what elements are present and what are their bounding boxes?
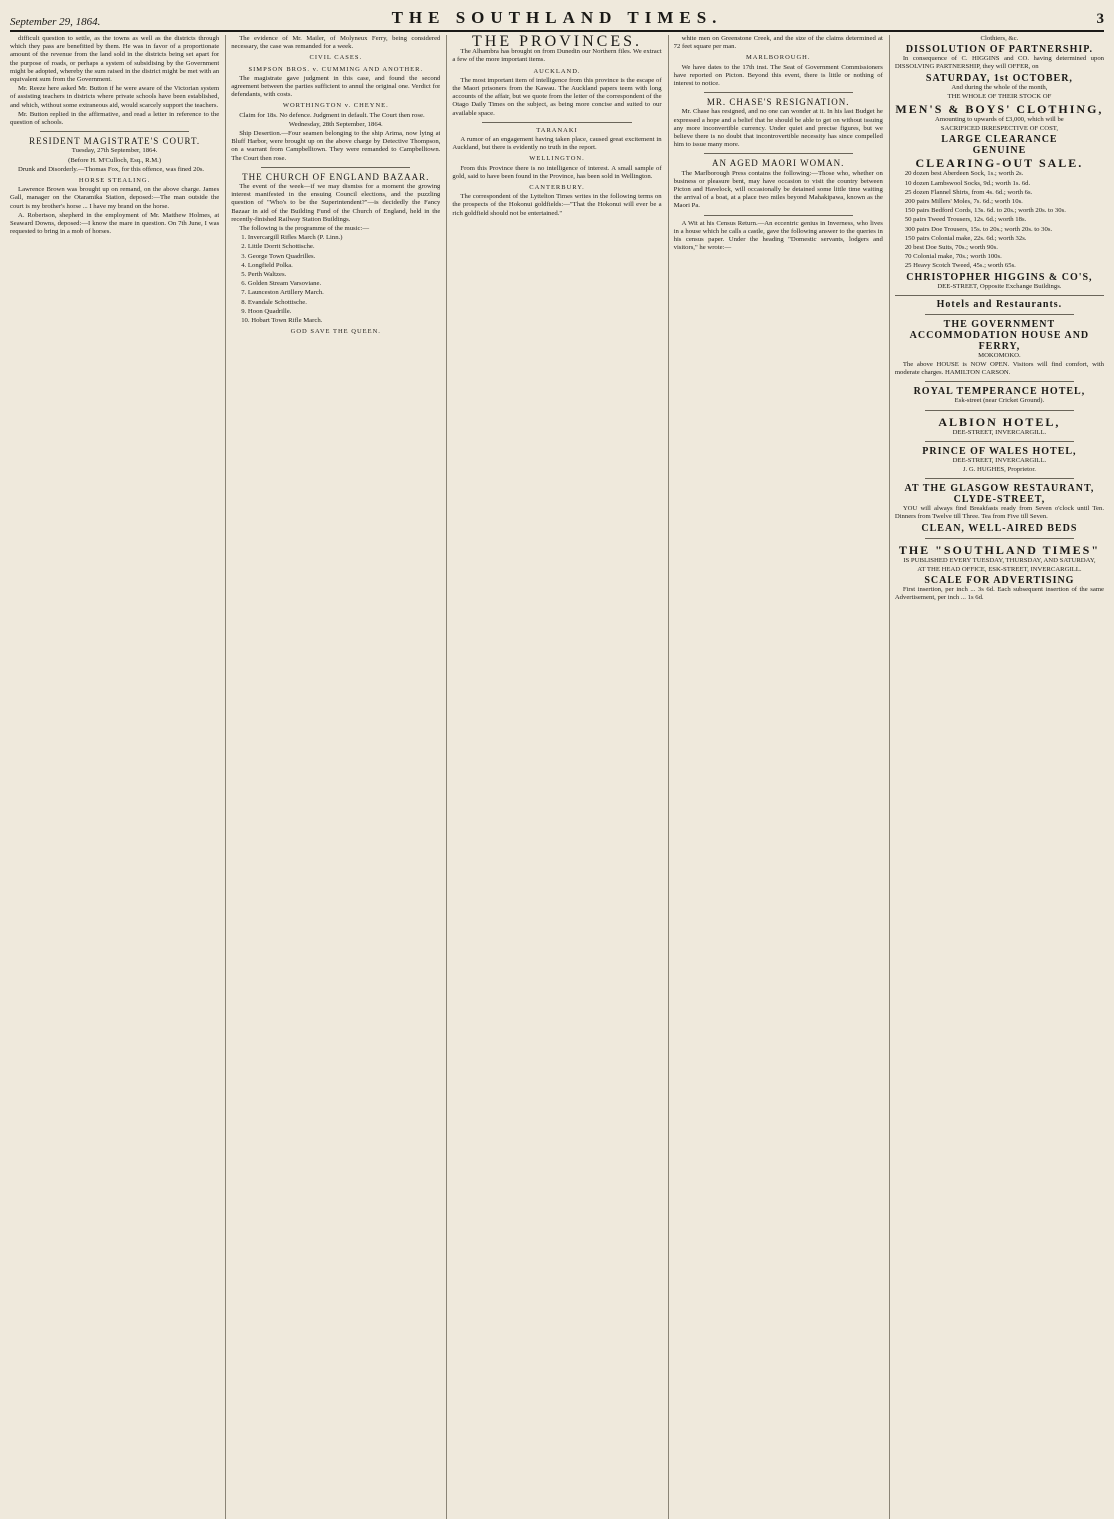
programme-item: 5. Perth Waltzes. xyxy=(241,271,287,279)
programme-item: 3. George Town Quadrilles. xyxy=(241,252,316,260)
sub-heading: CIVIL CASES. xyxy=(309,54,363,62)
sub-heading: HORSE STEALING. xyxy=(78,177,151,185)
divider xyxy=(40,131,189,132)
column-5-advertisements xyxy=(889,35,1104,1519)
ad-heading: MEN'S & BOYS' CLOTHING, xyxy=(895,102,1104,117)
programme-item: 4. Longfield Polka. xyxy=(241,261,293,269)
goods-item: 20 dozen best Aberdeen Sock, 1s.; worth 2s. xyxy=(904,170,1024,178)
music-programme xyxy=(231,234,440,325)
firm-name: CHRISTOPHER HIGGINS & CO'S, xyxy=(906,271,1093,283)
date-line: Wednesday, 28th September, 1864. xyxy=(288,120,383,128)
article-paragraph: white men on Greenstone Creek, and the size of the claims determined at 72 feet square per man. xyxy=(673,35,883,51)
ad-text: YOU will always find Breakfasts ready from Seven o'clock until Ten. Dinners from Twelve till Three. Tea from Five till Seven. xyxy=(894,505,1105,521)
firm-address: DEE-STREET, Opposite Exchange Buildings. xyxy=(937,282,1062,290)
ad-heading: SCALE FOR ADVERTISING xyxy=(924,575,1075,587)
ad-text: In consequence of C. HIGGINS and CO. having determined upon DISSOLVING PARTNERSHIP, they will OFFER, on xyxy=(894,55,1105,71)
ad-text: J. G. HUGHES, Proprietor. xyxy=(962,466,1036,474)
masthead xyxy=(10,6,1104,32)
ad-text: DEE-STREET, INVERCARGILL. xyxy=(952,456,1047,464)
case-paragraph: Drunk and Disorderly.—Thomas Fox, for this offence, was fined 20s. xyxy=(18,165,205,173)
divider xyxy=(925,478,1074,479)
goods-item: 50 pairs Tweed Trousers, 12s. 6d.; worth 18s. xyxy=(904,216,1027,224)
article-paragraph: The magistrate gave judgment in this case, and found the second agreement between the parties sufficient to annul the original one. Verdict for defendants, with costs. xyxy=(231,74,441,99)
goods-list xyxy=(895,170,1104,270)
ad-text: First insertion, per inch ... 3s 6d. Each subsequent insertion of the same Advertisement, per inch ... 1s 6d. xyxy=(894,586,1105,602)
before-line: (Before H. M'Culloch, Esq., R.M.) xyxy=(68,156,162,164)
ad-text: And during the whole of the month, xyxy=(951,83,1048,91)
sub-heading: TARANAKI xyxy=(536,126,578,134)
article-paragraph: The most important item of intelligence from this province is the escape of the Maori prisoners from the Kawau. The Auckland papers teem with long accounts of the affair, but we quote from the letter of the correspondent of the Otago Daily Times on the subject, as being more concise and suited to our available space. xyxy=(452,76,662,117)
divider xyxy=(261,167,410,168)
article-paragraph: The Alhambra has brought on from Dunedin our Northern files. We extract a few of the more important items. xyxy=(452,48,662,64)
article-paragraph: Claim for 18s. No defence. Judgment in default. The Court then rose. xyxy=(239,111,425,119)
ad-text: AT THE HEAD OFFICE, ESK-STREET, INVERCARGILL. xyxy=(917,565,1082,573)
divider xyxy=(704,92,853,93)
article-paragraph: The correspondent of the Lyttelton Times writes in the following terms on the prospects of the Hokonui goldfields:—"That the Hokonui will ever be a rich goldfield should not be entertained." xyxy=(452,193,662,217)
divider xyxy=(704,215,853,216)
article-paragraph: Mr. Button replied in the affirmative, and read a letter in reference to the question of schools. xyxy=(10,110,220,127)
divider xyxy=(925,441,1074,442)
section-heading: Hotels and Restaurants. xyxy=(936,298,1063,310)
programme-item: 1. Invercargill Rifles March (P. Linn.) xyxy=(241,234,343,242)
ad-heading: SATURDAY, 1st OCTOBER, xyxy=(925,72,1073,84)
ad-text: DEE-STREET, INVERCARGILL. xyxy=(952,428,1047,436)
article-paragraph: Ship Desertion.—Four seamen belonging to the ship Arima, now lying at Bluff Harbor, were brought up on the above charge by Detective Thompson, on a warrant from Campbelltown. They were remanded to Campbelltown. The Court then rose. xyxy=(231,130,441,162)
divider xyxy=(925,381,1074,382)
goods-item: 25 dozen Flannel Shirts, from 4s. 6d.; worth 6s. xyxy=(904,188,1033,196)
ad-heading: THE GOVERNMENT ACCOMMODATION HOUSE AND FERRY, xyxy=(909,318,1090,352)
section-heading: THE CHURCH OF ENGLAND BAZAAR. xyxy=(242,171,430,182)
ad-heading: GENUINE xyxy=(972,145,1027,157)
article-paragraph: A Wit at his Census Return.—An eccentric genius in Inverness, who lives in a house which he calls a castle, gave the following answer to the queries in his census paper. Under the heading "Domestic servants, lodgers and visitors," he wrote:— xyxy=(673,219,883,252)
divider xyxy=(704,153,853,154)
column-1 xyxy=(10,35,219,1519)
ad-category: Clothiers, &c. xyxy=(980,35,1019,42)
goods-item: 200 pairs Millers' Moles, 7s. 6d.; worth 10s. xyxy=(904,198,1023,206)
article-paragraph: From this Province there is no intelligence of interest. A small sample of gold, said to have been found in the Province, has been sold in Wellington. xyxy=(452,164,662,180)
goods-item: 150 pairs Bedford Cords, 13s. 6d. to 20s.; worth 20s. to 30s. xyxy=(904,207,1066,215)
ad-heading: ALBION HOTEL, xyxy=(938,414,1061,429)
goods-item: 20 best Doe Suits, 70s.; worth 90s. xyxy=(904,244,998,252)
ad-heading: CLEARING-OUT SALE. xyxy=(915,156,1084,171)
ad-text: SACRIFICED IRRESPECTIVE OF COST, xyxy=(940,125,1059,133)
goods-item: 10 dozen Lambswool Socks, 9d.; worth 1s. 6d. xyxy=(904,179,1031,187)
ad-text: The above HOUSE is NOW OPEN. Visitors will find comfort, with moderate charges. HAMILTON CARSON. xyxy=(894,361,1105,377)
hotels-section xyxy=(895,295,1104,603)
ad-text: Esk-street (near Cricket Ground). xyxy=(954,397,1045,405)
ad-heading: ROYAL TEMPERANCE HOTEL, xyxy=(913,386,1086,398)
case-paragraph: A. Robertson, shepherd in the employment of Mr. Matthew Holmes, at Seaward Downs, deposed:—I know the mare in question. On 7th June, I was requested to bring in a mob of horses. xyxy=(10,211,220,236)
ad-heading: CLEAN, WELL-AIRED BEDS xyxy=(921,522,1078,534)
programme-item: 7. Launceston Artillery March. xyxy=(241,289,324,297)
column-2 xyxy=(225,35,440,1519)
columns xyxy=(10,35,1104,1519)
divider xyxy=(925,538,1074,539)
case-title: SIMPSON BROS. v. CUMMING AND ANOTHER. xyxy=(248,65,424,73)
divider xyxy=(925,410,1074,411)
article-paragraph: difficult question to settle, as the towns as well as the districts through which they pass are benefitted by them. He was in favor of a proportionate amount of the revenue from the land sold in the districts being set apart for the purpose of roads, or perhaps a system of subsidising by the Government might be adopted, whereby the sum raised in the district might be met with an equivalent sum from the Government. xyxy=(10,35,220,84)
issue-date: September 29, 1864. xyxy=(10,16,101,28)
ad-heading: AT THE GLASGOW RESTAURANT, CLYDE-STREET, xyxy=(904,483,1095,506)
ad-text: Amounting to upwards of £3,000, which will be xyxy=(935,116,1064,124)
ad-text: THE WHOLE OF THEIR STOCK OF xyxy=(947,92,1052,100)
divider xyxy=(925,314,1074,315)
ad-text: IS PUBLISHED EVERY TUESDAY, THURSDAY, AND SATURDAY, xyxy=(903,556,1096,564)
article-paragraph: The event of the week—if we may dismiss for a moment the growing interest manifested in the ensuing Council elections, and the puzzling question of "Who's to be the Superintendent?"—is decidedly the Fancy Bazaar in aid of the Building Fund of the Church of England, held in the recently-finished Railway Station Buildings. xyxy=(231,183,441,223)
article-paragraph: The Marlborough Press contains the following:—Those who, whether on business or pleasure bent, may have occasion to visit the country between Picton and Havelock, will occasionally be detained some little time waiting the arrival of a boat, at a place two miles beyond Mahakipawa, known as the Maori Pa. xyxy=(673,169,883,210)
newspaper-title: THE SOUTHLAND TIMES. xyxy=(391,8,723,27)
programme-item: 9. Hoon Quadrille. xyxy=(241,307,292,315)
goods-item: 70 Colonial make, 70s.; worth 100s. xyxy=(904,253,1002,261)
case-paragraph: Lawrence Brown was brought up on remand, on the above charge. James Gall, manager on the Otaramika Station, deposed:—The man outside the court is my brother's horse ... I have my brand on the horse. xyxy=(10,186,220,210)
article-paragraph: Mr. Chase has resigned, and no one can wonder at it. In his last Budget he expressed a hope and a belief that he should be able to get on without issuing any more inconvertible currency. Under quiet and precise figures, but we believe there is no doubt that incontrovertible necessity has since compelled him to issue many more. xyxy=(673,108,883,149)
date-line: Tuesday, 27th September, 1864. xyxy=(71,147,158,155)
article-paragraph: The evidence of Mr. Mailer, of Molyneux Ferry, being considered necessary, the case was remanded for a week. xyxy=(231,35,441,51)
sub-heading: CANTERBURY. xyxy=(529,184,585,192)
ad-heading: THE "SOUTHLAND TIMES" xyxy=(898,542,1100,557)
goods-item: 150 pairs Colonial make, 22s. 6d.; worth 32s. xyxy=(904,234,1027,242)
programme-item: 6. Golden Stream Varsoviane. xyxy=(241,280,322,288)
case-title: WORTHINGTON v. CHEYNE. xyxy=(282,102,389,110)
ad-heading: DISSOLUTION OF PARTNERSHIP. xyxy=(905,44,1093,56)
page-number: 3 xyxy=(1096,11,1104,27)
programme-item: 10. Hobart Town Rifle March. xyxy=(241,317,323,325)
article-paragraph: A rumor of an engagement having taken place, caused great excitement in Auckland, but there is evidently no truth in the report. xyxy=(452,136,662,152)
article-paragraph: We have dates to the 17th inst. The Seat of Government Commissioners have reported on Picton. Beyond this event, there is little or nothing of interest to notice. xyxy=(673,63,883,88)
article-paragraph: Mr. Reeze here asked Mr. Button if he were aware of the Victorian system of assisting teachers in districts where private schools have been established, and which, without some extraneous aid, would scarcely support the teachers. xyxy=(10,85,220,109)
goods-item: 300 pairs Doe Trousers, 15s. to 20s.; worth 20s. to 30s. xyxy=(904,225,1053,233)
programme-item: 8. Evandale Schottische. xyxy=(241,298,307,306)
column-3 xyxy=(446,35,661,1519)
ad-heading: LARGE CLEARANCE xyxy=(941,134,1058,146)
sub-heading: AUCKLAND. xyxy=(533,67,581,75)
divider xyxy=(482,122,631,123)
ad-heading: PRINCE OF WALES HOTEL, xyxy=(922,445,1077,457)
section-heading: MR. CHASE'S RESIGNATION. xyxy=(706,97,850,108)
ad-text: MOKOMOKO. xyxy=(978,351,1021,359)
sub-heading: GOD SAVE THE QUEEN. xyxy=(290,328,381,336)
programme-item: 2. Little Dorrit Schottische. xyxy=(241,243,315,251)
section-heading: RESIDENT MAGISTRATE'S COURT. xyxy=(29,136,201,147)
section-heading: AN AGED MAORI WOMAN. xyxy=(712,158,845,169)
section-heading: THE PROVINCES. xyxy=(472,35,643,50)
column-4 xyxy=(668,35,883,1519)
sub-heading: WELLINGTON. xyxy=(529,155,585,163)
article-paragraph: The following is the programme of the music:— xyxy=(239,225,370,233)
sub-heading: MARLBOROUGH. xyxy=(745,54,811,62)
goods-item: 25 Heavy Scotch Tweed, 45s.; worth 65s. xyxy=(904,262,1016,270)
